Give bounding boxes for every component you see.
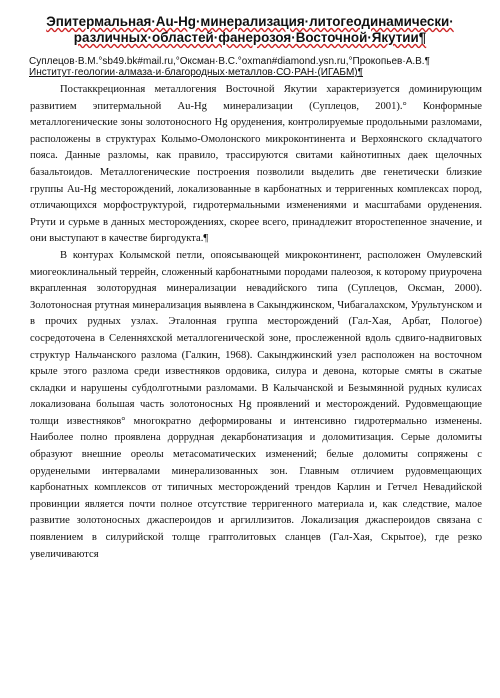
paragraph-1: Постаккреционная металлогения Восточной Якутии характеризуется доминирующим развитием эпитермальной Au-Hg минерализации (Суплецов, 2001).° Конформные металлогенические зоны золотоносного Hg оруденения, контролируемые продольными разломами, расположены в структурах Колымо-Омолонского микроконтинента и Верхоянского складчатого пояса. Данные разломы, как правило, трассируются свитами кайнотипных даек щелочных базальтоидов. Металлогенические построения позволили выделить две генетически близкие группы Au-Hg месторождений, локализованные в карбонатных и терригенных комплексах пород, отличающихся морфоструктурой, гидротермальными изменениями и масштабами оруденения. Ртути и сурьме в данных месторождениях, скорее всего, принадлежит второстепенное значение, и они выступают в качестве биргодукта.¶ <box>30 84 482 245</box>
document-body <box>30 82 482 563</box>
document-title: Эпитермальная·Au-Hg·минерализация·литогеодинамически· различных·областей·фанерозоя·Восточной·Якутии¶ <box>46 14 454 45</box>
institution-line: Институт·геологии·алмаза·и·благородных·металлов·СО·РАН·(ИГАБМ)¶ <box>29 67 364 78</box>
paragraph-2: В контурах Колымской петли, опоясывающей микроконтинент, расположен Омулевский миогеоклинальный террейн, сложенный карбонатными породами палеозоя, к которому приурочена вкрапленная золоторудная минерализации невадийского типа (Суплецов, Оксман, 2000). Золотоносная ртутная минерализация выявлена в Сакынджинском, Чибагалахском, Урультунском и в прочих рудных узлах. Эталонная группа месторождений (Гал-Хая, Арбат, Пологое) сосредоточена в Селенняхской металлогенической зоне, прослеженной вдоль сдвиго-надвиговых структур Нальчанского разлома (Галкин, 1968). Сакынджинский узел расположен на восточном крыле этого разлома среди известняков ордовика, силура и девона, которые смяты в сжатые складки и нарушены субдолготными разломами. В Калычанской и Безымянной рудных кулисах локализована большая часть золотоносных Hg проявлений и месторождений. Рудовмещающие толщи известняков° многократно деформированы и интенсивно гидротермально изменены. Наиболее полно проявлена доррудная декарбонатизация и доломитизация. Серые доломиты образуют внешние ореолы метасоматических изменений; белые доломиты сопряжены с оруденелыми интервалами минерализованных зон. Главным отличием рудовмещающих карбонатных комплексов от типичных месторождений трендов Карлин и Гетчел Невадийской провинции является почти полное отсутствие терригенного материала и, как следствие, малое развитие золотоносных джаспероидов и аргиллизитов. Локализация джаспероидов связана с появлением в силурийской толще граптолитовых сланцев (Гал-Хая, Скрытое), где резко увеличиваются <box>30 249 482 560</box>
authors-line: Суплецов·В.М.°sb49.bk#mail.ru,°Оксман·В.С.°oxman#diamond.ysn.ru,°Прокопьев·А.В.¶ <box>29 56 430 67</box>
